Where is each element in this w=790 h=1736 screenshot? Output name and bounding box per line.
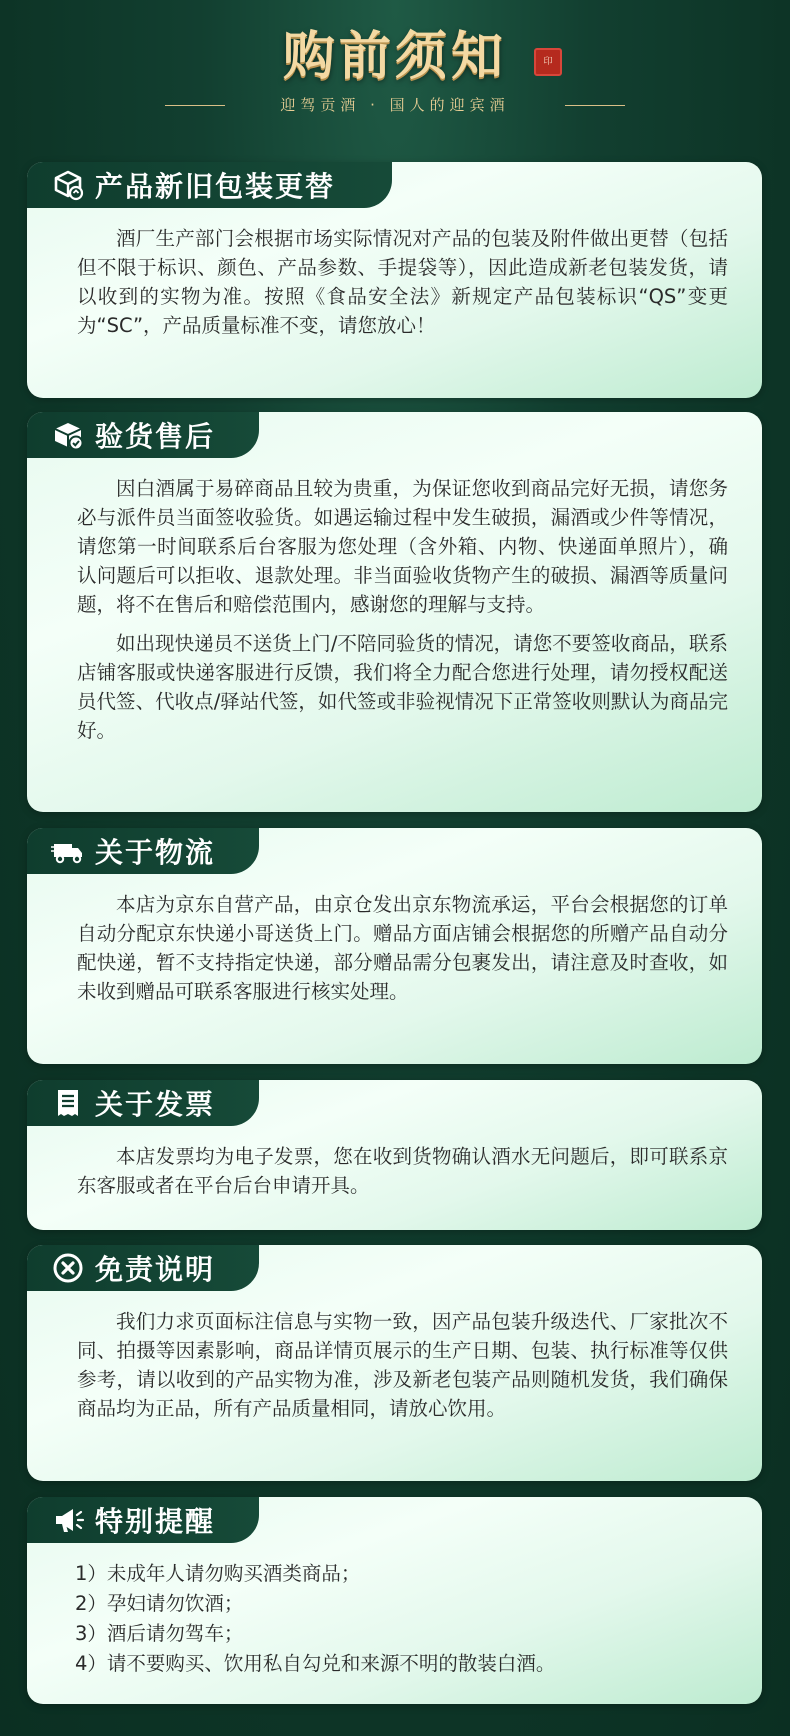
page-header (0, 0, 790, 150)
box-check-icon (49, 416, 87, 454)
paragraph: 本店为京东自营产品，由京仓发出京东物流承运，平台会根据您的订单自动分配京东快递小哥送货上门。赠品方面店铺会根据您的所赠产品自动分配快递，暂不支持指定快递，部分赠品需分包裹发出，请注意及时查收，如未收到赠品可联系客服进行核实处理。 (77, 893, 728, 1003)
section-body (75, 1559, 728, 1679)
seal-text: 印 (543, 57, 553, 67)
section-body (77, 1307, 728, 1423)
section-title: 产品新旧包装更替 (95, 170, 336, 203)
section-tab (27, 1245, 259, 1291)
section-special-reminder (27, 1497, 762, 1704)
section-title: 关于发票 (95, 1088, 216, 1121)
section-disclaimer (27, 1245, 762, 1481)
section-logistics (27, 828, 762, 1064)
close-circle-icon (49, 1249, 87, 1287)
subtitle-right-rule (565, 105, 625, 106)
list-item: 2）孕妇请勿饮酒； (75, 1592, 244, 1615)
package-swap-icon (49, 166, 87, 204)
section-inspection-aftersales (27, 412, 762, 812)
section-body (77, 890, 728, 1006)
paragraph: 我们力求页面标注信息与实物一致，因产品包装升级迭代、厂家批次不同、拍摄等因素影响，商品详情页展示的生产日期、包装、执行标准等仅供参考，请以收到的产品实物为准，涉及新老包装产品则随机发货，我们确保商品均为正品，所有产品质量相同，请放心饮用。 (77, 1310, 728, 1420)
section-title: 验货售后 (95, 420, 216, 453)
list-item: 3）酒后请勿驾车； (75, 1622, 244, 1645)
section-body (77, 1142, 728, 1200)
section-title: 关于物流 (95, 836, 216, 869)
page-title: 购前须知 (282, 26, 507, 87)
section-tab (27, 1497, 259, 1543)
section-title: 特别提醒 (95, 1505, 216, 1538)
section-body (77, 474, 728, 745)
section-invoice (27, 1080, 762, 1230)
paragraph: 本店发票均为电子发票，您在收到货物确认酒水无问题后，即可联系京东客服或者在平台后台申请开具。 (77, 1145, 728, 1197)
invoice-icon (49, 1084, 87, 1122)
paragraph: 酒厂生产部门会根据市场实际情况对产品的包装及附件做出更替（包括但不限于标识、颜色、产品参数、手提袋等），因此造成新老包装发货，请以收到的实物为准。按照《食品安全法》新规定产品包装标识“QS”变更为“SC”，产品质量标准不变，请您放心！ (77, 227, 728, 337)
list-item: 4）请不要购买、饮用私自勾兑和来源不明的散装白酒。 (75, 1652, 556, 1675)
section-tab (27, 1080, 259, 1126)
paragraph: 因白酒属于易碎商品且较为贵重，为保证您收到商品完好无损，请您务必与派件员当面签收验货。如遇运输过程中发生破损，漏酒或少件等情况，请您第一时间联系后台客服为您处理（含外箱、内物、快递面单照片），确认问题后可以拒收、退款处理。非当面验收货物产生的破损、漏酒等质量问题，将不在售后和赔偿范围内，感谢您的理解与支持。 (77, 477, 728, 616)
section-body (77, 224, 728, 340)
section-title: 免责说明 (95, 1253, 216, 1286)
list-item: 1）未成年人请勿购买酒类商品； (75, 1562, 361, 1585)
section-tab (27, 412, 259, 458)
megaphone-icon (49, 1501, 87, 1539)
section-tab (27, 828, 259, 874)
subtitle-row (0, 92, 790, 118)
page-subtitle: 迎驾贡酒 · 国人的迎宾酒 (280, 96, 510, 114)
section-packaging-change (27, 162, 762, 398)
reminder-list (75, 1559, 728, 1679)
red-seal-stamp (534, 48, 562, 76)
paragraph: 如出现快递员不送货上门/不陪同验货的情况，请您不要签收商品，联系店铺客服或快递客服进行反馈，我们将全力配合您进行处理，请勿授权配送员代签、代收点/驿站代签，如代签或非验视情况下正常签收则默认为商品完好。 (77, 632, 728, 742)
delivery-truck-icon (49, 832, 87, 870)
section-tab (27, 162, 392, 208)
